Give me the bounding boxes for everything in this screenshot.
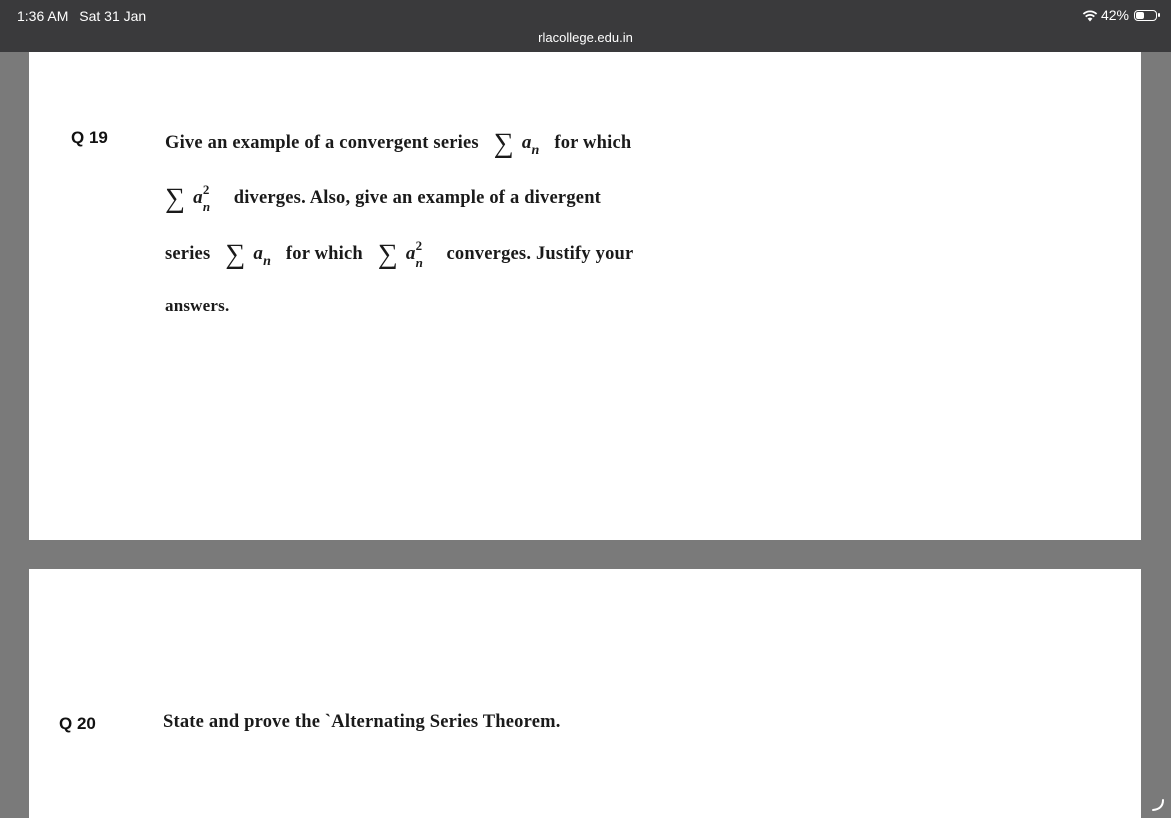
battery-tip (1158, 13, 1160, 17)
q19-line-2 (165, 183, 601, 215)
document-page-2 (29, 569, 1141, 818)
sup-2: 2 (415, 238, 423, 253)
battery-percent: 42% (1100, 7, 1129, 23)
sigma-symbol: ∑ (493, 128, 514, 159)
battery-icon (1134, 10, 1157, 21)
q19-line3-mid: for which (285, 244, 363, 264)
var-a: a (405, 243, 416, 264)
q19-line3-post: converges. Justify your (446, 244, 634, 264)
q19-line1-pre: Give an example of a convergent series (165, 133, 479, 153)
wifi-icon (1082, 9, 1098, 22)
question-number-19: Q 19 (71, 128, 108, 147)
sub-n: n (415, 255, 424, 270)
var-a: a (253, 243, 264, 264)
sub-n: n (263, 254, 272, 269)
status-indicators (1082, 7, 1157, 23)
address-url[interactable]: rlacollege.edu.in (538, 30, 633, 45)
q19-line2-post: diverges. Also, give an example of a divergent (233, 188, 602, 208)
scroll-indicator-icon[interactable] (1151, 798, 1165, 812)
clock (17, 8, 153, 24)
q19-line3-pre: series (165, 244, 211, 264)
sigma-symbol: ∑ (377, 239, 398, 270)
document-page-1 (29, 52, 1141, 540)
q19-line1-post: for which (554, 133, 632, 153)
sigma-symbol: ∑ (165, 183, 186, 214)
var-a: a (193, 187, 203, 208)
sup-2: 2 (202, 182, 210, 197)
sub-n: n (531, 143, 540, 158)
date-label: Sat 31 Jan (79, 8, 147, 24)
time-label: 1:36 AM (17, 8, 69, 24)
sub-n: n (202, 199, 211, 214)
question-number-20: Q 20 (59, 714, 96, 733)
q19-line-4: answers. (165, 296, 230, 315)
battery-fill (1136, 12, 1144, 19)
sigma-symbol: ∑ (225, 239, 246, 270)
question-20-text: State and prove the `Alternating Series Theorem. (163, 712, 561, 732)
q19-line-1 (165, 128, 631, 160)
status-bar (0, 0, 1171, 52)
q19-line-3 (165, 239, 633, 271)
var-a: a (521, 132, 532, 153)
